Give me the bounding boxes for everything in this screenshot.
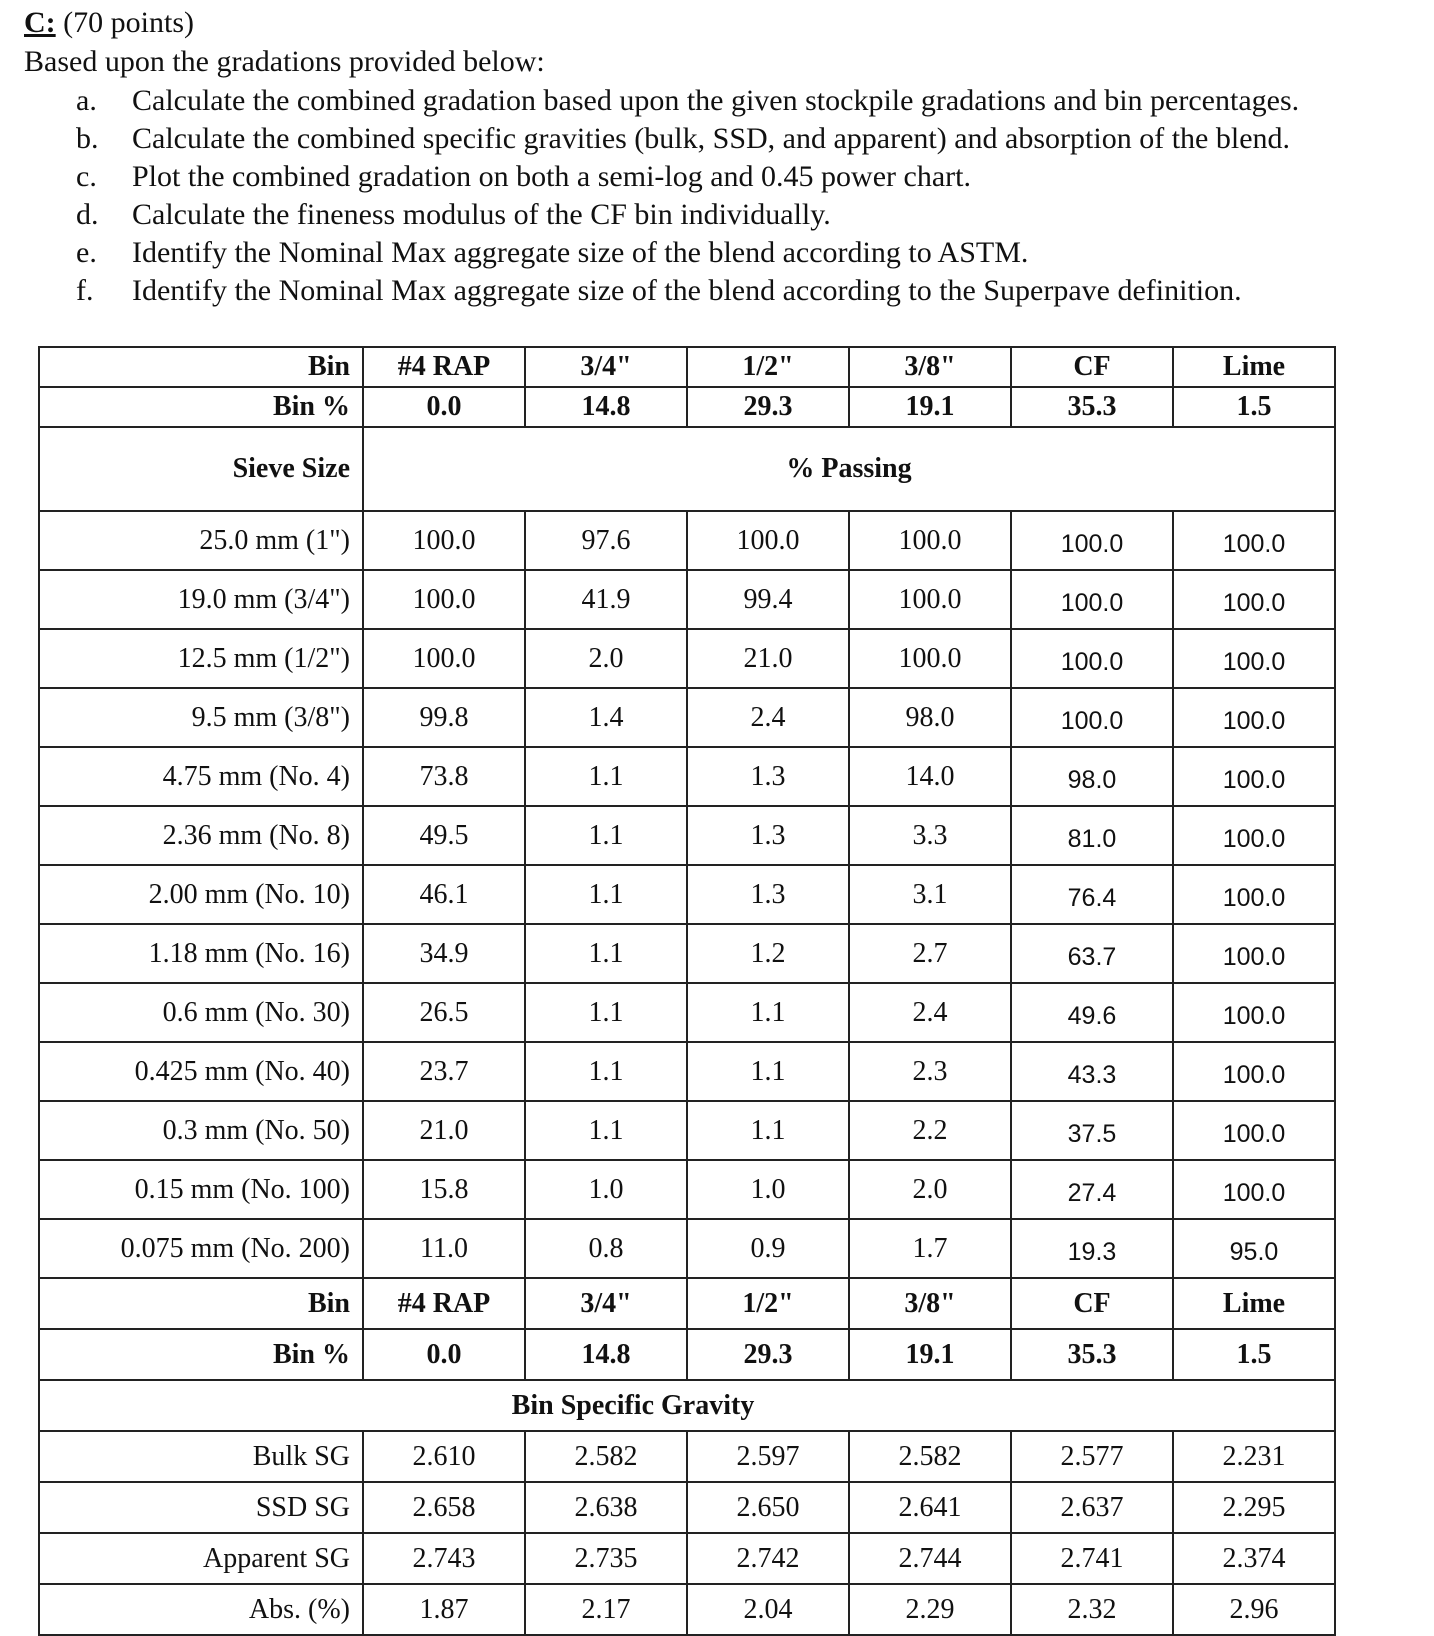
bin-name: CF [1011, 1278, 1173, 1329]
percent-passing-value: 0.8 [525, 1219, 687, 1278]
sg-value: 2.04 [687, 1584, 849, 1635]
percent-passing-value: 100.0 [1173, 629, 1335, 688]
sg-value: 2.735 [525, 1533, 687, 1584]
task-text: Identify the Nominal Max aggregate size of the blend according to ASTM. [132, 236, 1029, 269]
sg-value: 2.582 [525, 1431, 687, 1482]
percent-passing-value: 46.1 [363, 865, 525, 924]
percent-passing-value: 1.1 [525, 865, 687, 924]
sieve-size: 1.18 mm (No. 16) [39, 924, 363, 983]
sg-value: 2.742 [687, 1533, 849, 1584]
percent-passing-value: 21.0 [363, 1101, 525, 1160]
percent-passing-value: 2.4 [687, 688, 849, 747]
percent-passing-value: 0.9 [687, 1219, 849, 1278]
percent-passing-value: 100.0 [363, 570, 525, 629]
sieve-header-row [39, 427, 1335, 511]
sg-label: Abs. (%) [39, 1584, 363, 1635]
bottom-bin-row [39, 1278, 1335, 1329]
task-item [76, 196, 1299, 234]
percent-passing-value: 27.4 [1011, 1160, 1173, 1219]
sg-value: 2.577 [1011, 1431, 1173, 1482]
task-text: Calculate the fineness modulus of the CF bin individually. [132, 198, 831, 231]
bin-name: 3/4" [525, 1278, 687, 1329]
sieve-size: 4.75 mm (No. 4) [39, 747, 363, 806]
bin-pct-value: 0.0 [363, 1329, 525, 1380]
percent-passing-value: 1.0 [525, 1160, 687, 1219]
percent-passing-value: 100.0 [1173, 983, 1335, 1042]
bin-pct-value: 29.3 [687, 1329, 849, 1380]
percent-passing-value: 63.7 [1011, 924, 1173, 983]
sg-value: 2.295 [1173, 1482, 1335, 1533]
percent-passing-value: 2.7 [849, 924, 1011, 983]
percent-passing-value: 95.0 [1173, 1219, 1335, 1278]
gradation-row [39, 511, 1335, 570]
sieve-size: 19.0 mm (3/4") [39, 570, 363, 629]
percent-passing-value: 26.5 [363, 983, 525, 1042]
bin-pct-label: Bin % [39, 387, 363, 427]
problem-label: C: [24, 6, 56, 39]
task-marker: a. [76, 84, 97, 117]
percent-passing-value: 37.5 [1011, 1101, 1173, 1160]
bin-pct-value: 14.8 [525, 1329, 687, 1380]
percent-passing-value: 99.8 [363, 688, 525, 747]
percent-passing-value: 100.0 [849, 570, 1011, 629]
task-item [76, 234, 1299, 272]
sg-row [39, 1482, 1335, 1533]
bin-name: Lime [1173, 1278, 1335, 1329]
task-marker: c. [76, 160, 97, 193]
percent-passing-value: 2.0 [525, 629, 687, 688]
sg-value: 2.610 [363, 1431, 525, 1482]
sg-row [39, 1533, 1335, 1584]
percent-passing-value: 100.0 [1173, 865, 1335, 924]
sg-value: 2.638 [525, 1482, 687, 1533]
sieve-size: 12.5 mm (1/2") [39, 629, 363, 688]
top-bin-row [39, 347, 1335, 387]
percent-passing-value: 1.1 [525, 1042, 687, 1101]
percent-passing-value: 19.3 [1011, 1219, 1173, 1278]
percent-passing-value: 3.3 [849, 806, 1011, 865]
task-marker: d. [76, 198, 99, 231]
bin-name: Lime [1173, 347, 1335, 387]
sg-row [39, 1431, 1335, 1482]
bin-pct-value: 29.3 [687, 387, 849, 427]
percent-passing-value: 1.1 [525, 806, 687, 865]
sieve-size: 2.36 mm (No. 8) [39, 806, 363, 865]
percent-passing-value: 97.6 [525, 511, 687, 570]
percent-passing-value: 2.2 [849, 1101, 1011, 1160]
gradation-row [39, 1219, 1335, 1278]
sg-value: 2.17 [525, 1584, 687, 1635]
sg-value: 2.650 [687, 1482, 849, 1533]
percent-passing-value: 100.0 [1173, 924, 1335, 983]
percent-passing-value: 2.3 [849, 1042, 1011, 1101]
percent-passing-value: 100.0 [1173, 570, 1335, 629]
sieve-size: 9.5 mm (3/8") [39, 688, 363, 747]
task-text: Calculate the combined specific gravities (bulk, SSD, and apparent) and absorption of the blend. [132, 122, 1291, 155]
percent-passing-header: % Passing [363, 427, 1335, 511]
percent-passing-value: 34.9 [363, 924, 525, 983]
percent-passing-value: 100.0 [849, 511, 1011, 570]
sg-label: Bulk SG [39, 1431, 363, 1482]
percent-passing-value: 49.5 [363, 806, 525, 865]
gradation-table-body [39, 347, 1335, 1635]
sieve-size-header: Sieve Size [39, 427, 363, 511]
percent-passing-value: 81.0 [1011, 806, 1173, 865]
sg-value: 2.743 [363, 1533, 525, 1584]
percent-passing-value: 100.0 [1173, 1101, 1335, 1160]
percent-passing-value: 1.3 [687, 747, 849, 806]
sg-value: 2.641 [849, 1482, 1011, 1533]
percent-passing-value: 21.0 [687, 629, 849, 688]
task-item [76, 120, 1299, 158]
bin-name: 3/4" [525, 347, 687, 387]
percent-passing-value: 1.3 [687, 865, 849, 924]
task-marker: f. [76, 274, 94, 307]
bin-pct-label: Bin % [39, 1329, 363, 1380]
bin-name: 1/2" [687, 347, 849, 387]
gradation-row [39, 924, 1335, 983]
percent-passing-value: 1.0 [687, 1160, 849, 1219]
sg-value: 2.32 [1011, 1584, 1173, 1635]
task-text: Calculate the combined gradation based upon the given stockpile gradations and bin percentages. [132, 84, 1300, 117]
bin-name: 3/8" [849, 1278, 1011, 1329]
task-text: Identify the Nominal Max aggregate size of the blend according to the Superpave definition. [132, 274, 1242, 307]
sieve-size: 0.6 mm (No. 30) [39, 983, 363, 1042]
task-item [76, 158, 1299, 196]
percent-passing-value: 2.4 [849, 983, 1011, 1042]
top-bin-pct-row [39, 387, 1335, 427]
percent-passing-value: 1.1 [687, 1101, 849, 1160]
sg-value: 2.582 [849, 1431, 1011, 1482]
specific-gravity-title: Bin Specific Gravity [39, 1380, 1335, 1431]
gradation-row [39, 1042, 1335, 1101]
percent-passing-value: 100.0 [1173, 511, 1335, 570]
sg-value: 2.231 [1173, 1431, 1335, 1482]
bin-name: 3/8" [849, 347, 1011, 387]
percent-passing-value: 3.1 [849, 865, 1011, 924]
percent-passing-value: 100.0 [1173, 806, 1335, 865]
task-marker: b. [76, 122, 99, 155]
gradation-row [39, 983, 1335, 1042]
bin-label: Bin [39, 1278, 363, 1329]
sg-value: 2.637 [1011, 1482, 1173, 1533]
gradation-table [38, 346, 1336, 1636]
gradation-row [39, 747, 1335, 806]
percent-passing-value: 100.0 [1173, 688, 1335, 747]
bin-label: Bin [39, 347, 363, 387]
bin-name: #4 RAP [363, 347, 525, 387]
percent-passing-value: 23.7 [363, 1042, 525, 1101]
problem-points: (70 points) [63, 6, 194, 39]
sieve-size: 0.075 mm (No. 200) [39, 1219, 363, 1278]
sg-value: 2.597 [687, 1431, 849, 1482]
bin-name: #4 RAP [363, 1278, 525, 1329]
sg-title-row [39, 1380, 1335, 1431]
percent-passing-value: 15.8 [363, 1160, 525, 1219]
task-item [76, 272, 1299, 310]
bin-pct-value: 35.3 [1011, 1329, 1173, 1380]
percent-passing-value: 1.3 [687, 806, 849, 865]
bin-name: 1/2" [687, 1278, 849, 1329]
bin-pct-value: 0.0 [363, 387, 525, 427]
percent-passing-value: 100.0 [1011, 511, 1173, 570]
percent-passing-value: 1.1 [687, 983, 849, 1042]
percent-passing-value: 1.7 [849, 1219, 1011, 1278]
bin-pct-value: 1.5 [1173, 387, 1335, 427]
percent-passing-value: 98.0 [1011, 747, 1173, 806]
bin-name: CF [1011, 347, 1173, 387]
percent-passing-value: 99.4 [687, 570, 849, 629]
sg-value: 1.87 [363, 1584, 525, 1635]
sg-label: SSD SG [39, 1482, 363, 1533]
gradation-row [39, 1160, 1335, 1219]
bin-pct-value: 19.1 [849, 1329, 1011, 1380]
percent-passing-value: 1.1 [525, 983, 687, 1042]
percent-passing-value: 100.0 [363, 511, 525, 570]
bin-pct-value: 1.5 [1173, 1329, 1335, 1380]
percent-passing-value: 43.3 [1011, 1042, 1173, 1101]
sieve-size: 0.425 mm (No. 40) [39, 1042, 363, 1101]
sg-value: 2.96 [1173, 1584, 1335, 1635]
sieve-size: 0.15 mm (No. 100) [39, 1160, 363, 1219]
percent-passing-value: 73.8 [363, 747, 525, 806]
percent-passing-value: 1.1 [687, 1042, 849, 1101]
task-marker: e. [76, 236, 97, 269]
percent-passing-value: 1.4 [525, 688, 687, 747]
task-text: Plot the combined gradation on both a semi-log and 0.45 power chart. [132, 160, 971, 193]
gradation-row [39, 688, 1335, 747]
sg-label: Apparent SG [39, 1533, 363, 1584]
percent-passing-value: 1.1 [525, 1101, 687, 1160]
bottom-bin-pct-row [39, 1329, 1335, 1380]
percent-passing-value: 1.1 [525, 924, 687, 983]
sg-value: 2.29 [849, 1584, 1011, 1635]
percent-passing-value: 100.0 [1011, 570, 1173, 629]
sieve-size: 25.0 mm (1") [39, 511, 363, 570]
percent-passing-value: 100.0 [1173, 1160, 1335, 1219]
percent-passing-value: 49.6 [1011, 983, 1173, 1042]
problem-heading [24, 4, 194, 42]
gradation-row [39, 1101, 1335, 1160]
percent-passing-value: 100.0 [1173, 747, 1335, 806]
sg-value: 2.744 [849, 1533, 1011, 1584]
percent-passing-value: 100.0 [1011, 688, 1173, 747]
sg-row [39, 1584, 1335, 1635]
task-item [76, 82, 1299, 120]
bin-pct-value: 14.8 [525, 387, 687, 427]
percent-passing-value: 14.0 [849, 747, 1011, 806]
percent-passing-value: 41.9 [525, 570, 687, 629]
sg-value: 2.658 [363, 1482, 525, 1533]
percent-passing-value: 1.2 [687, 924, 849, 983]
percent-passing-value: 76.4 [1011, 865, 1173, 924]
percent-passing-value: 100.0 [363, 629, 525, 688]
sieve-size: 0.3 mm (No. 50) [39, 1101, 363, 1160]
gradation-row [39, 806, 1335, 865]
bin-pct-value: 35.3 [1011, 387, 1173, 427]
bin-pct-value: 19.1 [849, 387, 1011, 427]
percent-passing-value: 100.0 [849, 629, 1011, 688]
percent-passing-value: 98.0 [849, 688, 1011, 747]
sg-value: 2.741 [1011, 1533, 1173, 1584]
gradation-row [39, 629, 1335, 688]
percent-passing-value: 2.0 [849, 1160, 1011, 1219]
percent-passing-value: 11.0 [363, 1219, 525, 1278]
problem-intro: Based upon the gradations provided below: [24, 45, 545, 78]
sg-value: 2.374 [1173, 1533, 1335, 1584]
percent-passing-value: 100.0 [1173, 1042, 1335, 1101]
sieve-size: 2.00 mm (No. 10) [39, 865, 363, 924]
gradation-row [39, 865, 1335, 924]
task-list [76, 82, 1299, 310]
percent-passing-value: 1.1 [525, 747, 687, 806]
percent-passing-value: 100.0 [1011, 629, 1173, 688]
percent-passing-value: 100.0 [687, 511, 849, 570]
gradation-row [39, 570, 1335, 629]
